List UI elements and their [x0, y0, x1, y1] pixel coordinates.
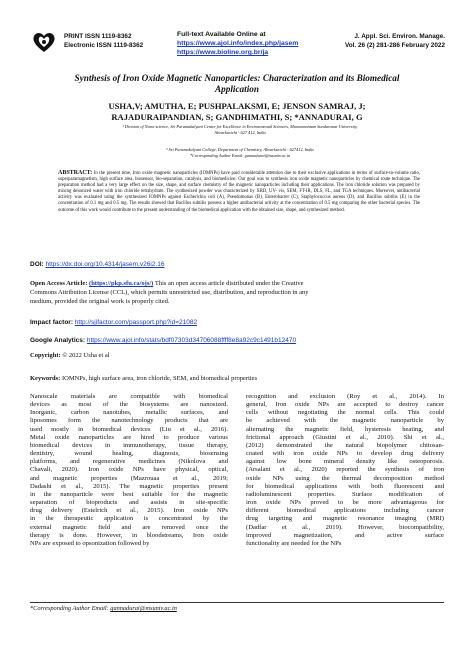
body-line: oxide NPs using the thermal decomposition method — [246, 474, 444, 482]
body-line: drug targeting and magnetic resonance imaging (MRI) — [246, 515, 444, 523]
open-access-label: Open Access Article: — [30, 280, 88, 287]
body-line: radioluminescent properties. Surface modification of — [246, 490, 444, 498]
body-line: used mostly in biomedical devices (Liu et al., 2016). — [30, 425, 228, 433]
body-line: biomedical devices in immunotherapy, tissue therapy, — [30, 441, 228, 449]
body-column-left — [30, 393, 228, 548]
journal-volume: Vol. 26 (2) 281-286 February 2022 — [344, 42, 445, 49]
abstract-line: the concentration of 0.5 mg comparing the other bacterial species. The outcome of this work would contribute to the — [58, 201, 420, 213]
body-line: coated with iron oxide NPs to develop drug delivery — [246, 450, 444, 458]
body-line: recognition and exclusion (Roy et al., 2014). In — [246, 393, 444, 400]
body-line: platforms, and regenerative medicines (Nikolova and — [30, 458, 228, 466]
keywords-line — [30, 374, 257, 383]
bioline-link[interactable]: https://www.bioline.org.br/ja — [177, 49, 269, 56]
fulltext-label: Full-text Available Online at — [177, 31, 266, 38]
impact-factor-line — [30, 318, 197, 327]
doi-line — [30, 260, 164, 269]
body-line: in the therapeutic application is concentrated by the — [30, 515, 228, 523]
affiliation-2 — [60, 147, 420, 159]
open-access-text: Commons Attribution License (CCL), which permits unrestricted use, distribution, and reproduction in any — [30, 289, 309, 296]
affiliation-1 — [60, 124, 420, 136]
body-line: and magnetic properties (Mazrouaa et al., 2019; — [30, 474, 228, 482]
keywords-label: Keywords: — [30, 375, 61, 382]
affiliation-line: ¹ Division of Nano-science, Sri Paramakalyani Centre for Excellence in Environmental Sciences, Manonmaniam Sundaranar University, — [122, 124, 358, 129]
authors-line: RAJADURAIPANDIAN, S; GANDHIMATHI, S; *ANNADURAI, G — [111, 112, 363, 122]
ajol-link[interactable]: https://www.ajol.info/index.php/jasem — [177, 40, 299, 47]
body-line: different biomedical applications including cancer — [246, 507, 444, 515]
abstract-line: the magnetic nanoparticles including their applications. The iron chloride solution was prepared by mixing deionized — [58, 183, 420, 195]
body-line: be achieved with the magnetic nanoparticle by — [246, 417, 444, 425]
keywords-text: IOMNPs, high surface area, iron chloride, SEM, and biomedical properties — [61, 375, 258, 382]
abstract-line: concentration of 0.1 mg and 0.5 mg. The results showed that Bacillus subtilis possess a higher antibacterial activity at — [58, 201, 286, 207]
footnote-email[interactable]: gannadurai@msuniv.ac.in — [110, 605, 177, 612]
body-line: therapy is done. However, in bloodstreams, Iron oxide — [30, 531, 228, 539]
body-line: in the nanoparticle were best suitable for the magnetic — [30, 490, 228, 498]
body-line: devices as most of the biosystems are nanosized. — [30, 401, 228, 409]
body-line: dentistry, wound healing, diagnosis, biosensing — [30, 450, 228, 458]
corresponding-email-line: *Corresponding Author Email: gannadurai@msuniv.ac.in — [189, 153, 291, 158]
doi-label: DOI: — [30, 261, 44, 268]
footnote — [30, 605, 177, 612]
body-line: (Dadfar et al., 2019). However, biocompatibility, — [246, 523, 444, 531]
journal-logo-icon — [31, 30, 57, 54]
body-line: (Arsalani et al., 2020) reported the synthesis of iron — [246, 466, 444, 474]
affiliation-line: Alwarkurichi - 627 412, India — [214, 130, 266, 135]
body-column-right — [246, 393, 444, 548]
analytics-link[interactable]: https://www.ajol.info/stats/bdf07303d34706088ffff8e8a92c9c1491b12470 — [86, 337, 297, 344]
body-line: liposomes form the nanotechnology products that are — [30, 417, 228, 425]
open-access — [30, 279, 444, 306]
body-line: general, Iron oxide NPs are accepted to destroy cancer — [246, 401, 444, 409]
print-issn: PRINT ISSN 1119-8362 — [64, 33, 132, 40]
body-line: frictional approach (Giustini et al., 2010). Shi et al., — [246, 433, 444, 441]
copyright-label: Copyright: — [30, 352, 61, 359]
ojs-link[interactable]: (https://pkp.sfu.ca/ojs/) — [89, 280, 154, 287]
body-line: Inorganic, carbon nanotubes, metallic surfaces, and — [30, 409, 228, 417]
abstract-line: FL, and TGA techniques. Moreover, antibacterial activity was evaluated using the synthesized IOMNPs against — [58, 189, 421, 201]
body-line: for biomedical applications with both fluorescent and — [246, 482, 444, 490]
body-line: against low bone mineral density like osteoporosis. — [246, 458, 444, 466]
issn-block — [64, 32, 143, 50]
abstract-line: present understanding of the biomedical application with the obtained size, shape, and synthesized method. — [143, 207, 345, 213]
body-line: separation of bioproducts and assists in site-specific — [30, 499, 228, 507]
abstract-line: Escherichia coli (A), Pseudomonas (B), Enterobacter (C), Staphylococcus aureus (D), and Bacillus subtilis (E) in the — [183, 195, 420, 201]
abstract-line: chemical route technique. The preparation method had a very large effect on the size, shape, and surface chemistry of — [58, 177, 420, 189]
impact-label: Impact factor: — [30, 319, 73, 326]
analytics-label: Google Analytics: — [30, 337, 86, 344]
footnote-label: *Corresponding Author Email: — [30, 605, 109, 612]
journal-info — [345, 32, 445, 50]
body-line: NPs are exposed to opsonization followed by — [30, 539, 150, 547]
doi-link[interactable]: https://dx.doi.org/10.4314/jasem.v26i2.16 — [45, 261, 165, 268]
body-line: Chavali, 2020). Iron oxide NPs have physical, optical, — [30, 466, 228, 474]
body-line: Nanoscale materials are compatible with biomedical — [30, 393, 228, 400]
abstract-text — [58, 171, 420, 213]
body-line: Dadashi et al., 2015). The magnetic properties present — [30, 482, 228, 490]
copyright-text: © 2022 Usha et al — [62, 352, 110, 359]
body-line: (2012) demonstrated the natural biopolymer chitosan- — [246, 441, 444, 449]
journal-name: J. Appl. Sci. Environ. Manage. — [354, 33, 445, 40]
footnote-divider — [30, 602, 444, 603]
copyright-line — [30, 351, 110, 360]
body-line: external magnetic field and are removed once the — [30, 523, 228, 531]
title-line: Application — [215, 84, 259, 94]
body-line: drug delivery (Estelrich et al., 2015). Iron oxide NPs — [30, 507, 228, 515]
title-line: Synthesis of Iron Oxide Magnetic Nanoparticles: Characterization and its Biomedical — [74, 73, 400, 83]
impact-link[interactable]: http://sjifactor.com/passport.php?id=21082 — [74, 319, 198, 326]
body-line: Metal oxide nanoparticles are hired to produce various — [30, 433, 228, 441]
abstract-line: In the present time, Iron oxide magnetic nanoparticles (IOMNPs) have paid considerable attention — [93, 171, 285, 176]
open-access-text: medium, provided the original work is properly cited. — [30, 298, 170, 305]
authors — [30, 101, 444, 123]
body-line: functionality are needed for the NPs — [246, 539, 342, 547]
abstract-line: due to their exclusive applications in terms of surface-to-volume ratio, superparamagnetism, high surface area, — [58, 171, 420, 183]
analytics-line — [30, 336, 296, 345]
authors-line: USHA,V; AMUTHA, E; PUSHPALAKSMI, E; JENSON SAMRAJ, J; — [108, 101, 366, 111]
body-line: alternating the magnetic field, hysteresis heating, and — [246, 425, 444, 433]
affiliation-line: ² Sri Paramakalyani College, Department of Chemistry, Alwarkurichi - 627412, India — [166, 147, 314, 152]
electronic-issn: Electronic ISSN 1119-8362 — [64, 42, 144, 49]
body-line: cells without negotiating the normal cells. This could — [246, 409, 444, 417]
body-line: improved magnetization, and active surface — [246, 531, 444, 539]
abstract — [58, 170, 420, 214]
abstract-label: ABSTRACT: — [58, 170, 93, 176]
abstract-line: biosensor, bio-separation, catalysis, and biomedicine. Our goal was to synthesis iron oxide magnetic nanoparticles by — [135, 177, 363, 183]
fulltext-block — [177, 30, 298, 57]
open-access-text: This an open access article distributed under the Creative — [154, 280, 304, 287]
paper-title — [30, 73, 444, 95]
body-line: iron oxide NPs proved to be more advantageous for — [246, 499, 444, 507]
abstract-line: water with iron chloride tetrahydrate. The synthesized powder was characterized by XRD, UV- vis, SEM, FT-IR, DLS, — [92, 189, 326, 195]
